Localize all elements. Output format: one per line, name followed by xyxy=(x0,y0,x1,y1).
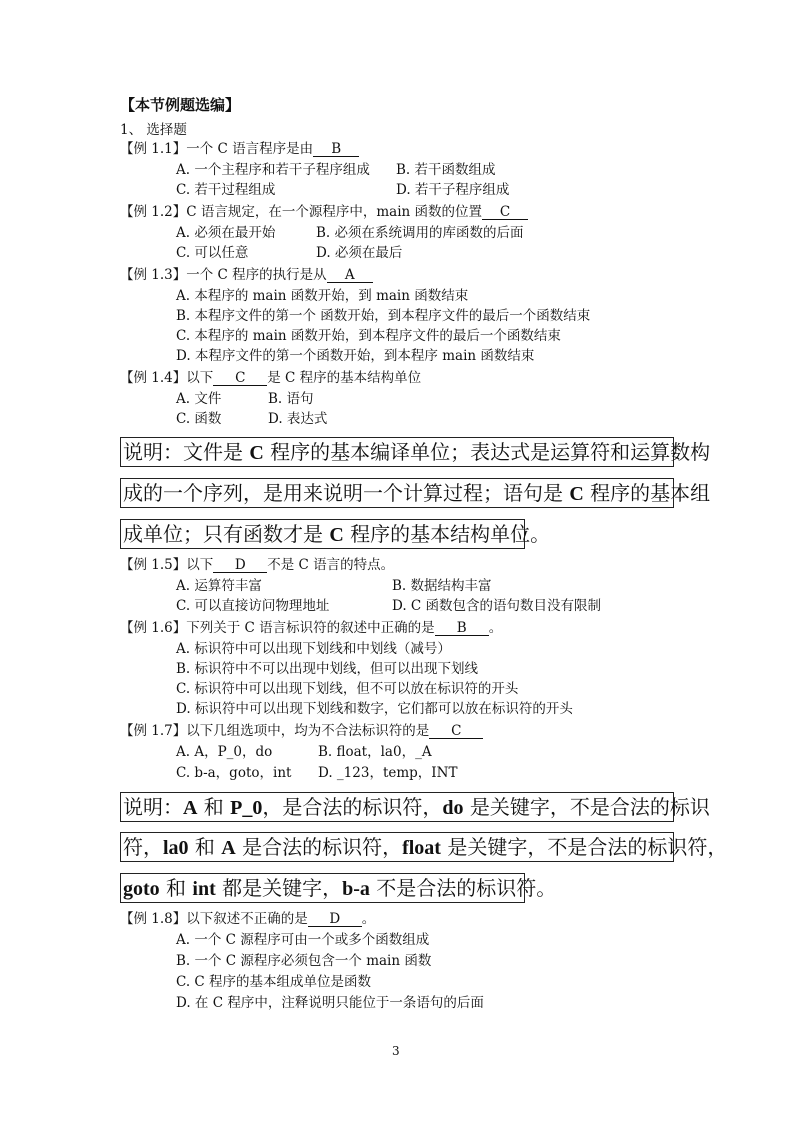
answer-blank: B xyxy=(313,142,359,157)
note-bold: P_0 xyxy=(230,797,263,819)
note-bold: do xyxy=(442,797,464,819)
note-bold: C xyxy=(329,524,344,546)
option-c: C. C 程序的基本组成单位是函数 xyxy=(176,974,372,990)
question-label: 【例 1.2】 xyxy=(120,204,187,220)
answer-blank: D xyxy=(213,558,267,573)
note-text: 都是关键字， xyxy=(215,876,343,900)
question-1-4 xyxy=(120,369,421,387)
note-bold: C xyxy=(249,442,264,464)
question-tail: 不是 C 语言的特点。 xyxy=(267,557,395,573)
option-d: D. 必须在最后 xyxy=(316,245,403,261)
question-stem: 一个 C 程序的执行是从 xyxy=(186,267,327,283)
option-c: C. 本程序的 main 函数开始，到本程序文件的最后一个函数结束 xyxy=(176,328,561,344)
option-c: C. 标识符中可以出现下划线，但不可以放在标识符的开头 xyxy=(176,681,519,697)
question-tail: 。 xyxy=(488,620,503,636)
question-stem: 一个 C 语言程序是由 xyxy=(186,141,314,157)
option-a: A. 运算符丰富 xyxy=(176,578,262,594)
question-1-2 xyxy=(120,203,528,221)
question-tail: 。 xyxy=(361,911,376,927)
note-text: 是关键字，不是合法的标识 xyxy=(463,795,710,819)
option-c: C. 若干过程组成 xyxy=(176,182,276,198)
note-text: 是关键字，不是合法的标识符， xyxy=(440,835,728,859)
question-label: 【例 1.8】 xyxy=(120,911,187,927)
note-bold: C xyxy=(569,483,584,505)
option-b: B. 标识符中不可以出现中划线，但可以出现下划线 xyxy=(176,661,479,677)
question-1-5 xyxy=(120,556,394,574)
question-label: 【例 1.4】 xyxy=(120,370,187,386)
answer-blank: B xyxy=(435,621,489,636)
note-line xyxy=(120,437,711,467)
option-c: C. 函数 xyxy=(176,411,222,427)
option-a: A. 本程序的 main 函数开始，到 main 函数结束 xyxy=(176,288,469,304)
note-line xyxy=(120,519,551,549)
question-1-1 xyxy=(120,140,359,158)
answer-blank: C xyxy=(213,371,267,386)
option-b: B. 若干函数组成 xyxy=(396,162,496,178)
option-a: A. 标识符中可以出现下划线和中划线（减号） xyxy=(176,641,451,657)
question-1-7 xyxy=(120,722,483,740)
note-bold: A xyxy=(183,797,198,819)
option-b: B. 数据结构丰富 xyxy=(392,578,492,594)
option-a: A. 必须在最开始 xyxy=(176,225,276,241)
question-label: 【例 1.7】 xyxy=(120,723,187,739)
option-d: D. 表达式 xyxy=(268,411,328,427)
option-d: D. _123，temp，INT xyxy=(318,765,458,781)
question-stem: 以下 xyxy=(186,557,214,573)
option-b: B. 本程序文件的第一个 函数开始，到本程序文件的最后一个函数结束 xyxy=(176,308,591,324)
question-label: 【例 1.6】 xyxy=(120,620,187,636)
option-b: B. 一个 C 源程序必须包含一个 main 函数 xyxy=(176,953,432,969)
section-title: 【本节例题选编】 xyxy=(120,96,241,114)
option-d: D. C 函数包含的语句数目没有限制 xyxy=(392,598,602,614)
note-text: 不是合法的标识符。 xyxy=(369,876,557,900)
note-bold: A xyxy=(221,837,236,859)
note-text: 和 xyxy=(197,795,231,819)
option-d: D. 若干子程序组成 xyxy=(396,182,510,198)
question-label: 【例 1.5】 xyxy=(120,557,187,573)
note-line xyxy=(120,792,710,822)
question-label: 【例 1.3】 xyxy=(120,267,187,283)
note-text: 成的一个序列，是用来说明一个计算过程；语句是 xyxy=(123,481,570,505)
question-1-8 xyxy=(120,910,375,928)
option-b: B. float，la0，_A xyxy=(318,744,432,760)
option-a: A. A，P_0，do xyxy=(176,744,273,760)
option-d: D. 本程序文件的第一个函数开始，到本程序 main 函数结束 xyxy=(176,348,535,364)
answer-blank: C xyxy=(482,205,528,220)
option-a: A. 一个 C 源程序可由一个或多个函数组成 xyxy=(176,932,430,948)
answer-blank: C xyxy=(429,724,483,739)
option-a: A. 一个主程序和若干子程序组成 xyxy=(176,162,370,178)
note-line xyxy=(120,478,711,508)
note-text: 说明：文件是 xyxy=(123,440,250,464)
note-text: 和 xyxy=(159,876,193,900)
option-d: D. 在 C 程序中，注释说明只能位于一条语句的后面 xyxy=(176,995,484,1011)
option-b: B. 必须在系统调用的库函数的后面 xyxy=(316,225,524,241)
option-d: D. 标识符中可以出现下划线和数字，它们都可以放在标识符的开头 xyxy=(176,701,573,717)
note-text: 和 xyxy=(188,835,222,859)
question-label: 【例 1.1】 xyxy=(120,141,187,157)
note-text: ，是合法的标识符， xyxy=(262,795,443,819)
note-bold: la0 xyxy=(163,837,189,859)
note-text: 成单位；只有函数才是 xyxy=(123,522,330,546)
note-text: 程序的基本组 xyxy=(583,481,711,505)
question-stem: 以下几组选项中，均为不合法标识符的是 xyxy=(186,723,430,739)
note-text: 程序的基本编译单位；表达式是运算符和运算数构 xyxy=(263,440,711,464)
answer-blank: A xyxy=(327,268,373,283)
note-bold: int xyxy=(192,878,216,900)
note-text: 程序的基本结构单位。 xyxy=(343,522,551,546)
question-stem: 下列关于 C 语言标识符的叙述中正确的是 xyxy=(186,620,435,636)
note-bold: b-a xyxy=(342,878,370,900)
option-c: C. 可以任意 xyxy=(176,245,249,261)
question-stem: C 语言规定，在一个源程序中，main 函数的位置 xyxy=(186,204,483,220)
option-c: C. 可以直接访问物理地址 xyxy=(176,598,330,614)
note-text: 说明： xyxy=(123,795,183,819)
option-a: A. 文件 xyxy=(176,391,222,407)
answer-blank: D xyxy=(308,912,362,927)
question-1-3 xyxy=(120,266,373,284)
page-number: 3 xyxy=(392,1044,400,1058)
question-1-6 xyxy=(120,619,502,637)
question-tail: 是 C 程序的基本结构单位 xyxy=(267,370,422,386)
option-c: C. b-a，goto，int xyxy=(176,765,292,781)
note-bold: goto xyxy=(123,878,160,900)
note-text: 是合法的标识符， xyxy=(235,835,403,859)
note-line xyxy=(120,832,728,862)
option-b: B. 语句 xyxy=(268,391,314,407)
subsection-title: 1、 选择题 xyxy=(120,122,187,138)
question-stem: 以下叙述不正确的是 xyxy=(186,911,308,927)
note-bold: float xyxy=(402,837,441,859)
note-line xyxy=(120,873,557,903)
note-text: 符， xyxy=(123,835,163,859)
question-stem: 以下 xyxy=(186,370,214,386)
